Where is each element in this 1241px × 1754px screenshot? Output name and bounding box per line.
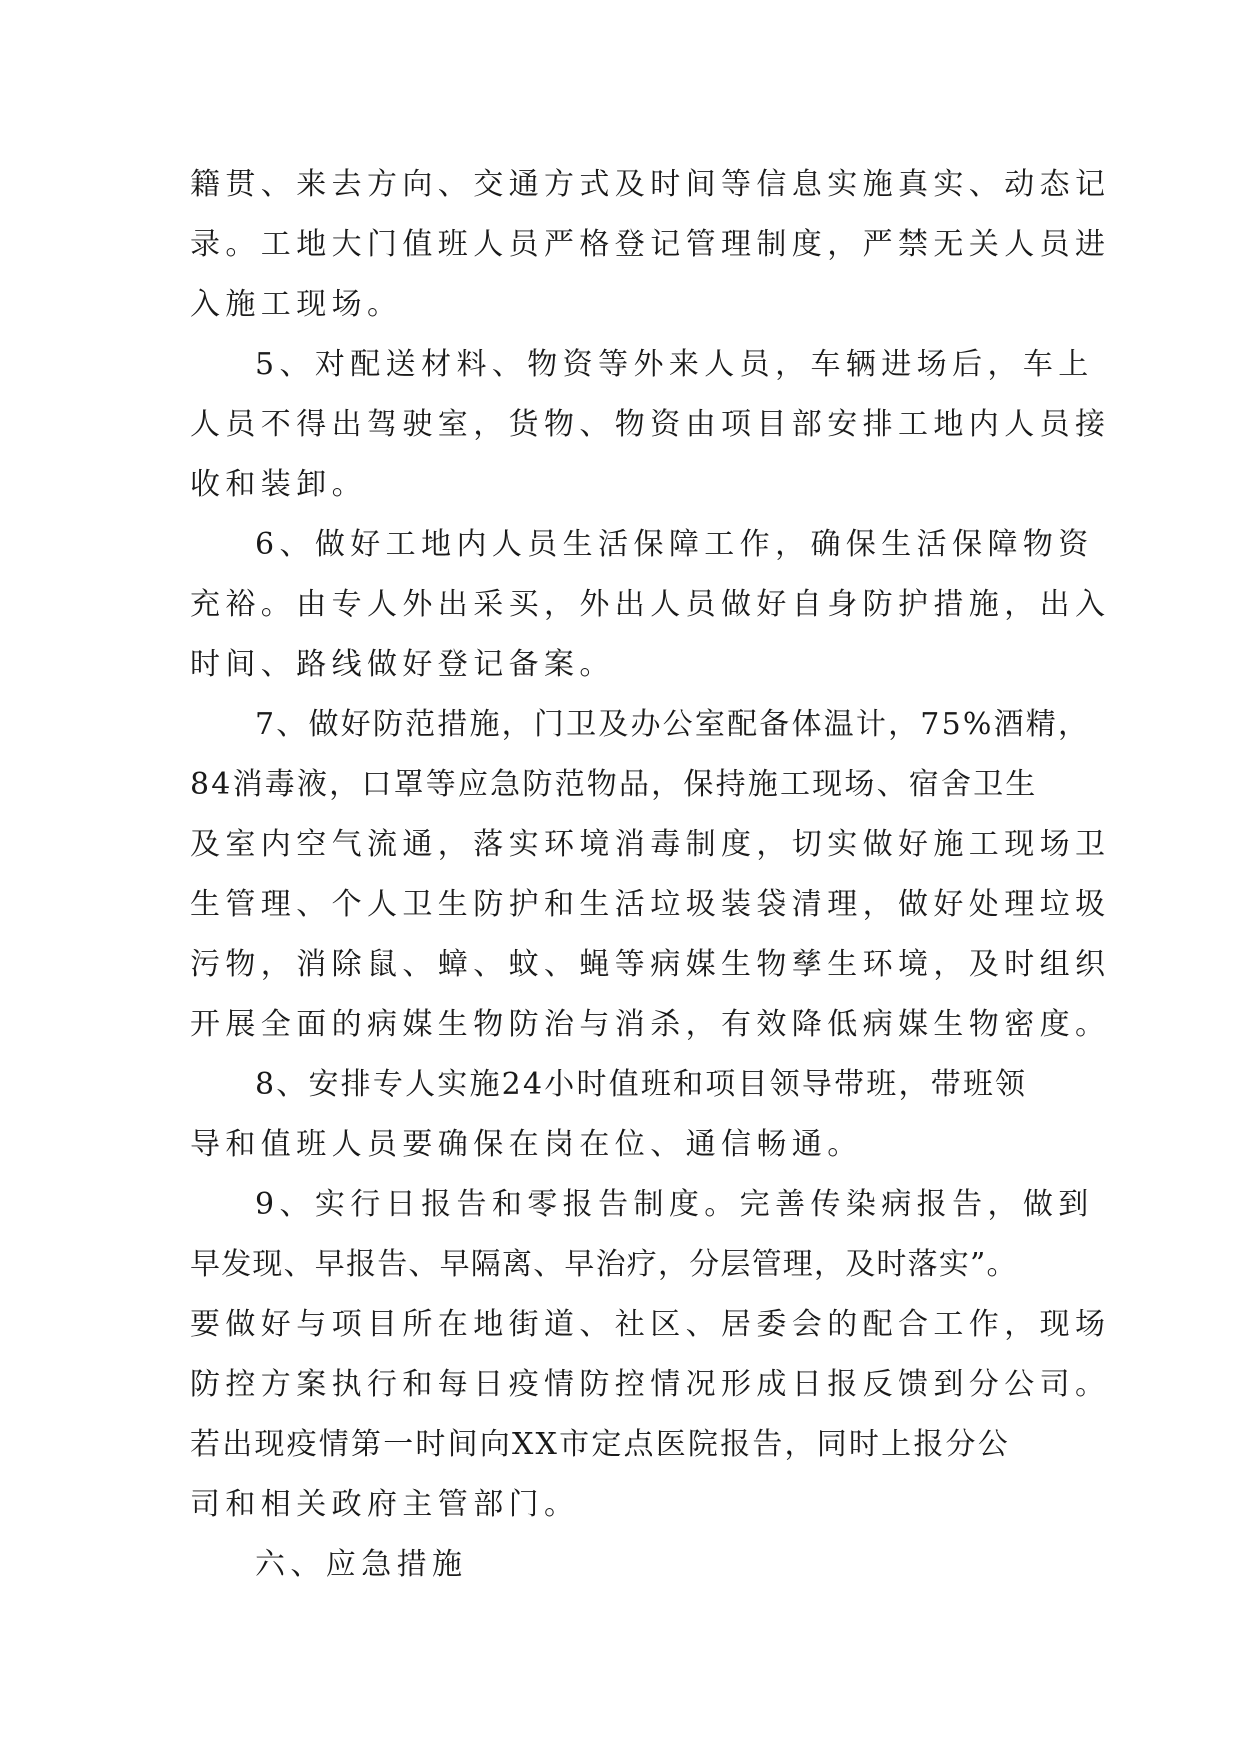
text-line: 籍贯、来去方向、交通方式及时间等信息实施真实、动态记 xyxy=(190,167,1111,202)
text-line: 人员不得出驾驶室，货物、物资由项目部安排工地内人员接 xyxy=(190,407,1111,442)
text-line: 污物，消除鼠、蟑、蚊、蝇等病媒生物孳生环境，及时组织 xyxy=(190,947,1111,982)
text-line: 早发现、早报告、早隔离、早治疗，分层管理，及时落实”。 xyxy=(190,1247,1018,1282)
list-item-6-line: 6、做好工地内人员生活保障工作，确保生活保障物资 xyxy=(255,527,1094,562)
text-line: 若出现疫情第一时间向XX市定点医院报告，同时上报分公 xyxy=(190,1427,1010,1462)
list-item-5-line: 5、对配送材料、物资等外来人员，车辆进场后，车上 xyxy=(255,347,1094,382)
text-line: 生管理、个人卫生防护和生活垃圾装袋清理，做好处理垃圾 xyxy=(190,887,1111,922)
text-line: 录。工地大门值班人员严格登记管理制度，严禁无关人员进 xyxy=(190,227,1111,262)
text-line: 导和值班人员要确保在岗在位、通信畅通。 xyxy=(190,1127,863,1162)
text-line: 入施工现场。 xyxy=(190,287,403,322)
text-line: 及室内空气流通，落实环境消毒制度，切实做好施工现场卫 xyxy=(190,827,1111,862)
text-line: 时间、路线做好登记备案。 xyxy=(190,647,615,682)
text-line: 司和相关政府主管部门。 xyxy=(190,1487,580,1522)
text-line: 开展全面的病媒生物防治与消杀，有效降低病媒生物密度。 xyxy=(190,1007,1111,1042)
text-line: 充裕。由专人外出采买，外出人员做好自身防护措施，出入 xyxy=(190,587,1111,622)
text-line: 收和装卸。 xyxy=(190,467,367,502)
list-item-8-line: 8、安排专人实施24小时值班和项目领导带班，带班领 xyxy=(255,1067,1028,1102)
text-line: 要做好与项目所在地街道、社区、居委会的配合工作，现场 xyxy=(190,1307,1111,1342)
text-line: 防控方案执行和每日疫情防控情况形成日报反馈到分公司。 xyxy=(190,1367,1111,1402)
text-line: 84消毒液，口罩等应急防范物品，保持施工现场、宿舍卫生 xyxy=(190,767,1038,802)
section-heading: 六、应急措施 xyxy=(255,1547,468,1582)
document-body xyxy=(190,155,1111,1595)
list-item-7-line: 7、做好防范措施，门卫及办公室配备体温计，75%酒精， xyxy=(255,707,1091,742)
list-item-9-line: 9、实行日报告和零报告制度。完善传染病报告，做到 xyxy=(255,1187,1094,1222)
